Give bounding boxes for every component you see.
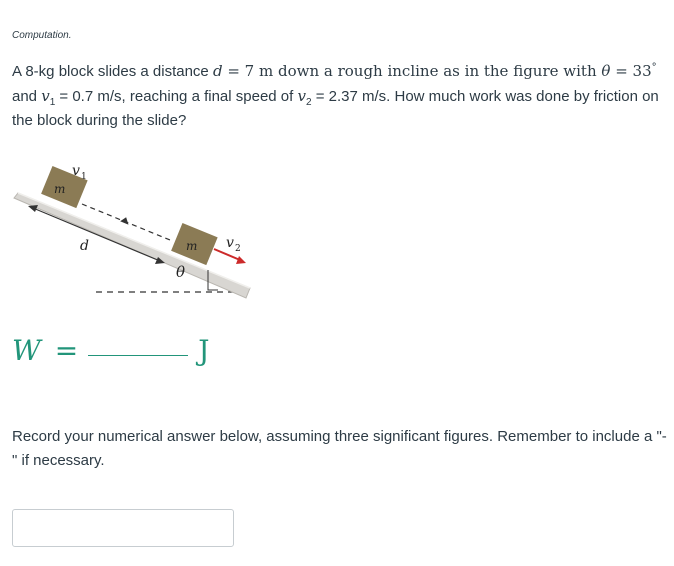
question-part: = 0.7 m/s, reaching a final speed of [55, 88, 298, 105]
velocity-subscript: 1 [49, 97, 56, 108]
block-label-top: m [54, 182, 66, 196]
incline-figure [8, 160, 258, 310]
question-part: = 7 m down a rough incline as in the figure with [222, 62, 602, 80]
question-part: and [12, 88, 38, 105]
velocity-subscript: 2 [305, 97, 312, 108]
answer-blank [88, 354, 188, 356]
equals-sign: = [54, 334, 79, 367]
distance-label: d [80, 238, 89, 254]
velocity-symbol: v [297, 87, 306, 105]
distance-arrow-line [33, 208, 160, 261]
question-type-label: Computation. [12, 30, 72, 41]
answer-input[interactable] [12, 509, 234, 547]
velocity-symbol: v [41, 87, 50, 105]
initial-velocity-label: v [72, 163, 80, 179]
instructions-text: Record your numerical answer below, assuming three significant figures. Remember to include a "-" if necessary. [12, 428, 667, 469]
final-velocity-arrowhead [236, 256, 246, 264]
question-part: = 33 [610, 62, 652, 80]
answer-expression [12, 334, 209, 374]
final-velocity-label: v [226, 235, 234, 251]
final-velocity-subscript: 2 [235, 244, 241, 254]
incline-diagram [8, 160, 258, 310]
motion-path-arrowhead [120, 216, 131, 225]
angle-symbol: θ [601, 62, 611, 80]
angle-label: θ [176, 263, 186, 281]
question-part: = 2.37 m/s. How much work was done by friction on the block during the slide? [12, 88, 659, 129]
unit-label: J [198, 334, 210, 367]
initial-velocity-subscript: 1 [81, 172, 87, 182]
question-text [12, 59, 672, 133]
distance-symbol: d [212, 62, 223, 80]
incline-surface [14, 193, 250, 298]
question-part: A 8-kg block slides a distance [12, 63, 213, 80]
distance-arrowhead-left [28, 205, 38, 212]
block-label-bottom: m [186, 239, 198, 253]
work-variable: W [12, 334, 41, 367]
degree-symbol: ° [651, 62, 657, 73]
